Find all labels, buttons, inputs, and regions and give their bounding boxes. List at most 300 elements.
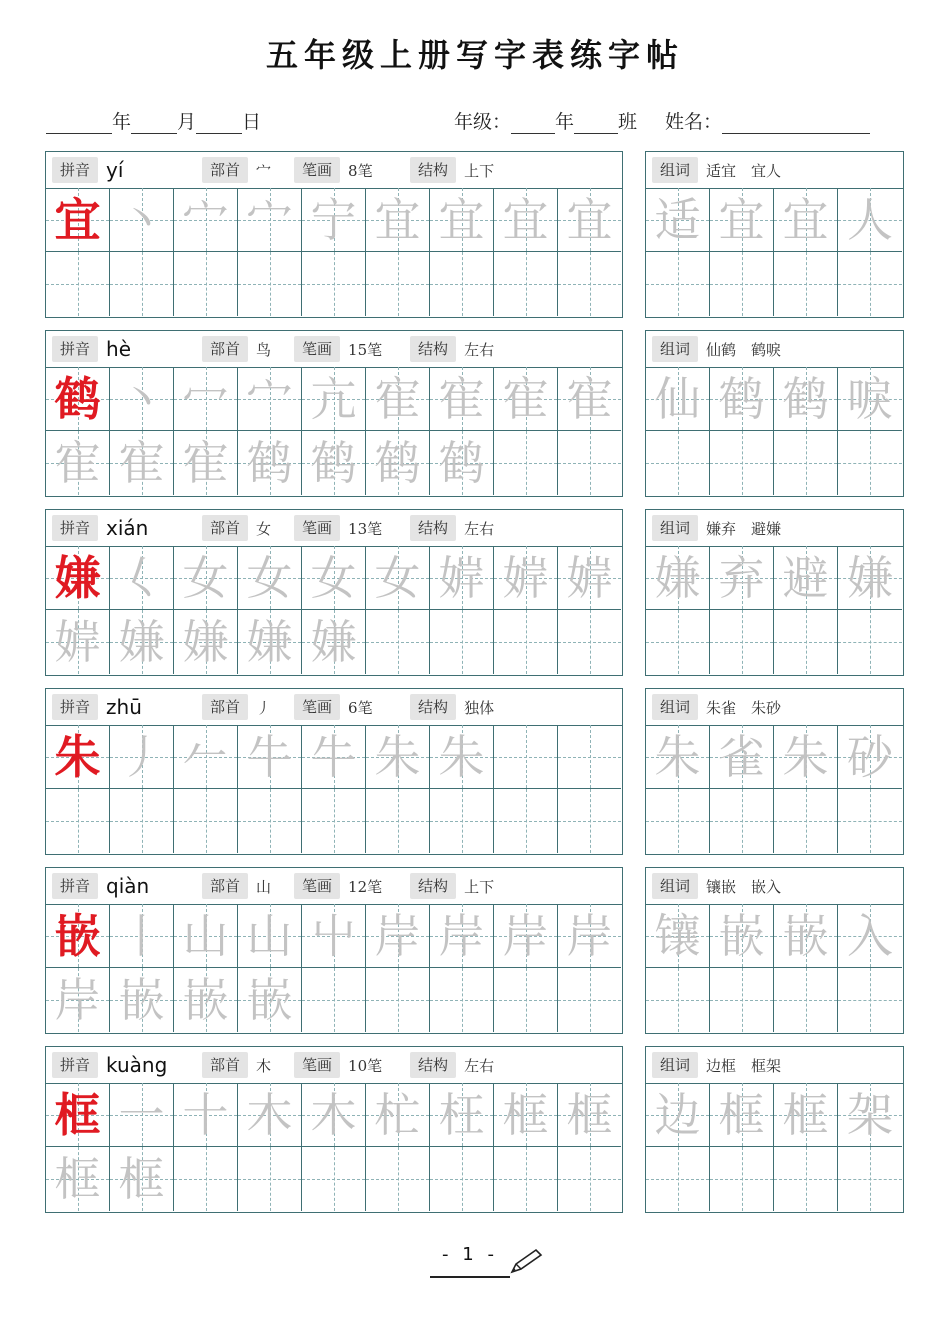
grid-cell[interactable] [366, 367, 430, 431]
stroke-step-character: 女 [374, 550, 421, 605]
word-grid-cell[interactable] [838, 1083, 902, 1147]
structure-value: 上下 [464, 877, 495, 896]
word-grid-cell[interactable] [774, 546, 838, 610]
grid-cell[interactable] [302, 610, 366, 674]
grid-cell[interactable] [302, 546, 366, 610]
grid-cell[interactable] [174, 1083, 238, 1147]
grid-cell[interactable] [430, 431, 494, 495]
grid-cell[interactable] [110, 431, 174, 495]
grid-cell[interactable] [302, 1147, 366, 1211]
grid-cell[interactable] [430, 252, 494, 316]
structure-tag: 结构 [410, 873, 456, 899]
grid-cell[interactable] [366, 968, 430, 1032]
grid-cell[interactable] [110, 367, 174, 431]
grid-cell[interactable] [558, 1083, 621, 1147]
month-label: 月 [177, 111, 197, 133]
stroke-step-character: 丨 [118, 908, 165, 963]
grid-cell[interactable] [174, 431, 238, 495]
grid-cell[interactable] [238, 252, 302, 316]
radical-value: 丿 [256, 698, 272, 717]
word-grid-cell[interactable] [774, 367, 838, 431]
grid-cell[interactable] [558, 904, 621, 968]
word-grid-cell[interactable] [710, 1147, 774, 1211]
grid-cell[interactable] [110, 188, 174, 252]
stroke-step-character: 嫌 [182, 615, 229, 669]
stroke-step-character: 寉 [182, 436, 229, 490]
grid-cell[interactable] [238, 610, 302, 674]
stroke-step-character: 嵌 [246, 973, 293, 1027]
word-grid-cell[interactable] [838, 188, 902, 252]
word-grid-cell[interactable] [774, 610, 838, 674]
radical-value: 山 [256, 877, 272, 896]
stroke-step-character: 寉 [438, 371, 485, 426]
radical-tag: 部首 [202, 1052, 248, 1078]
grid-cell[interactable] [110, 789, 174, 853]
word-grid-cell[interactable] [710, 1083, 774, 1147]
word-grid-cell[interactable] [710, 431, 774, 495]
grid-cell[interactable] [302, 1083, 366, 1147]
word-grid-cell[interactable] [646, 431, 710, 495]
stroke-step-character: 婩 [54, 615, 101, 669]
grid-cell[interactable] [558, 789, 621, 853]
stroke-step-character: 木 [310, 1087, 357, 1142]
grid-cell[interactable] [494, 904, 558, 968]
grid-cell[interactable] [558, 546, 621, 610]
grid-cell[interactable] [174, 1147, 238, 1211]
grid-cell[interactable] [110, 610, 174, 674]
strokes-tag: 笔画 [294, 1052, 340, 1078]
grid-cell[interactable] [46, 904, 110, 968]
stroke-step-character: 宀 [182, 192, 229, 247]
word-trace-character: 入 [847, 908, 893, 963]
stroke-step-character: 枉 [438, 1087, 485, 1142]
grid-cell[interactable] [558, 968, 621, 1032]
word-trace-character: 适 [654, 192, 701, 247]
stroke-step-character: 嵌 [182, 973, 229, 1027]
stroke-step-character: 框 [118, 1152, 165, 1206]
grid-cell[interactable] [238, 904, 302, 968]
grid-cell[interactable] [302, 904, 366, 968]
stroke-step-character: 岸 [502, 908, 549, 963]
grid-cell[interactable] [174, 610, 238, 674]
grid-cell[interactable] [302, 789, 366, 853]
month-blank[interactable] [131, 111, 177, 134]
grid-cell[interactable] [110, 252, 174, 316]
grid-cell[interactable] [46, 546, 110, 610]
word-grid-cell[interactable] [838, 725, 902, 789]
words-value: 镶嵌 嵌入 [706, 877, 782, 896]
grid-cell[interactable] [110, 1083, 174, 1147]
word-trace-character: 嫌 [847, 550, 893, 605]
word-grid-cell[interactable] [646, 188, 710, 252]
word-trace-character: 框 [718, 1087, 765, 1142]
word-grid-cell[interactable] [710, 725, 774, 789]
words-header [646, 868, 903, 905]
word-trace-character: 镶 [654, 908, 701, 963]
grid-cell[interactable] [494, 1147, 558, 1211]
word-grid-cell[interactable] [710, 968, 774, 1032]
word-grid-cell[interactable] [838, 1147, 902, 1211]
char-info-header [46, 331, 622, 368]
grid-cell[interactable] [302, 188, 366, 252]
grid-cell[interactable] [174, 789, 238, 853]
radical-tag: 部首 [202, 694, 248, 720]
strokes-value: 13笔 [348, 519, 383, 538]
stroke-step-character: 宀 [246, 192, 293, 247]
stroke-step-character: 岸 [374, 908, 421, 963]
word-trace-character: 架 [847, 1087, 893, 1142]
name-blank[interactable] [722, 111, 870, 134]
word-trace-character: 嵌 [782, 908, 829, 963]
practice-panel [45, 509, 623, 676]
page-title: 五年级上册写字表练字帖 [265, 36, 684, 74]
char-info-header [46, 152, 622, 189]
word-trace-character: 朱 [782, 729, 829, 784]
grid-cell[interactable] [494, 546, 558, 610]
grid-cell[interactable] [238, 431, 302, 495]
grade-label: 年级： [454, 111, 512, 133]
word-grid-cell[interactable] [646, 1147, 710, 1211]
words-panel [645, 867, 904, 1034]
grid-cell[interactable] [46, 367, 110, 431]
stroke-step-character: 牛 [246, 729, 293, 784]
stroke-step-character: 朱 [438, 729, 485, 784]
words-tag: 组词 [652, 515, 698, 541]
radical-tag: 部首 [202, 336, 248, 362]
grid-cell[interactable] [110, 725, 174, 789]
stroke-step-character: 框 [566, 1087, 613, 1142]
grid-cell[interactable] [366, 725, 430, 789]
grid-cell[interactable] [366, 188, 430, 252]
grid-cell[interactable] [238, 1147, 302, 1211]
stroke-step-character: 寉 [374, 371, 421, 426]
grid-cell[interactable] [366, 546, 430, 610]
grid-cell[interactable] [46, 725, 110, 789]
char-info-header [46, 689, 622, 726]
grid-cell[interactable] [110, 904, 174, 968]
grid-cell[interactable] [46, 789, 110, 853]
grade-blank[interactable] [511, 111, 555, 134]
grid-cell[interactable] [366, 789, 430, 853]
radical-value: 木 [256, 1056, 272, 1075]
structure-tag: 结构 [410, 157, 456, 183]
word-grid-cell[interactable] [838, 789, 902, 853]
stroke-step-character: 婩 [502, 550, 549, 605]
footer-underline [430, 1276, 510, 1278]
word-grid-cell[interactable] [646, 252, 710, 316]
grid-cell[interactable] [430, 968, 494, 1032]
pinyin-value: yí [106, 158, 124, 182]
word-grid-cell[interactable] [774, 904, 838, 968]
word-grid-cell[interactable] [838, 252, 902, 316]
radical-value: 宀 [256, 161, 272, 180]
words-tag: 组词 [652, 157, 698, 183]
word-grid-cell[interactable] [710, 252, 774, 316]
grid-cell[interactable] [46, 968, 110, 1032]
grid-cell[interactable] [46, 610, 110, 674]
grid-cell[interactable] [494, 968, 558, 1032]
stroke-step-character: 嫌 [310, 615, 357, 669]
grid-cell[interactable] [174, 725, 238, 789]
radical-tag: 部首 [202, 515, 248, 541]
word-grid-cell[interactable] [774, 1147, 838, 1211]
grid-cell[interactable] [494, 431, 558, 495]
words-panel [645, 1046, 904, 1213]
grid-cell[interactable] [238, 968, 302, 1032]
stroke-step-character: 宜 [502, 192, 549, 247]
grid-cell[interactable] [46, 1147, 110, 1211]
grid-cell[interactable] [174, 188, 238, 252]
word-grid-cell[interactable] [774, 968, 838, 1032]
word-trace-character: 雀 [718, 729, 765, 784]
grid-cell[interactable] [558, 252, 621, 316]
pinyin-value: zhū [106, 695, 142, 719]
words-header [646, 152, 903, 189]
grid-cell[interactable] [238, 367, 302, 431]
grid-cell[interactable] [558, 431, 621, 495]
grid-cell[interactable] [302, 725, 366, 789]
grid-cell[interactable] [366, 252, 430, 316]
stroke-step-character: 朱 [374, 729, 421, 784]
grid-cell[interactable] [558, 725, 621, 789]
structure-tag: 结构 [410, 694, 456, 720]
stroke-step-character: 鹤 [438, 436, 485, 490]
word-trace-character: 鹤 [782, 371, 829, 426]
grid-cell[interactable] [430, 1083, 494, 1147]
grid-cell[interactable] [238, 1083, 302, 1147]
grid-cell[interactable] [302, 431, 366, 495]
word-grid-cell[interactable] [838, 367, 902, 431]
words-value: 嫌弃 避嫌 [706, 519, 782, 538]
word-grid-cell[interactable] [646, 904, 710, 968]
stroke-step-character: 𠂉 [182, 729, 229, 784]
strokes-tag: 笔画 [294, 873, 340, 899]
radical-tag: 部首 [202, 157, 248, 183]
stroke-step-character: 丿 [118, 729, 165, 784]
grid-cell[interactable] [46, 188, 110, 252]
stroke-step-character: 鹤 [310, 436, 357, 490]
strokes-value: 6笔 [348, 698, 373, 717]
word-grid-cell[interactable] [710, 789, 774, 853]
grid-cell[interactable] [110, 968, 174, 1032]
pinyin-tag: 拼音 [52, 694, 98, 720]
words-tag: 组词 [652, 336, 698, 362]
word-grid-cell[interactable] [710, 904, 774, 968]
stroke-step-character: 𡿨 [118, 550, 165, 605]
stroke-step-character: 宜 [374, 192, 421, 247]
word-trace-character: 框 [782, 1087, 829, 1142]
grid-cell[interactable] [430, 188, 494, 252]
word-grid-cell[interactable] [646, 968, 710, 1032]
pinyin-tag: 拼音 [52, 1052, 98, 1078]
words-header [646, 510, 903, 547]
strokes-tag: 笔画 [294, 157, 340, 183]
words-value: 边框 框架 [706, 1056, 782, 1075]
grid-cell[interactable] [366, 904, 430, 968]
grid-cell[interactable] [430, 610, 494, 674]
word-trace-character: 朱 [654, 729, 701, 784]
grid-cell[interactable] [558, 188, 621, 252]
word-grid-cell[interactable] [774, 789, 838, 853]
grid-cell[interactable] [174, 904, 238, 968]
grid-cell[interactable] [366, 431, 430, 495]
grid-cell[interactable] [430, 789, 494, 853]
grid-cell[interactable] [430, 904, 494, 968]
stroke-step-character: 丶 [118, 192, 165, 247]
word-grid-cell[interactable] [646, 789, 710, 853]
model-character: 嵌 [54, 908, 101, 963]
strokes-value: 10笔 [348, 1056, 383, 1075]
grid-cell[interactable] [238, 188, 302, 252]
stroke-step-character: 杧 [374, 1087, 421, 1142]
stroke-step-character: 山 [182, 908, 229, 963]
structure-tag: 结构 [410, 1052, 456, 1078]
stroke-step-character: 鹤 [374, 436, 421, 490]
grid-cell[interactable] [558, 1147, 621, 1211]
model-character: 嫌 [54, 550, 101, 605]
grid-cell[interactable] [110, 1147, 174, 1211]
words-tag: 组词 [652, 873, 698, 899]
day-label: 日 [242, 111, 262, 133]
word-grid-cell[interactable] [710, 188, 774, 252]
structure-value: 左右 [464, 519, 495, 538]
structure-value: 上下 [464, 161, 495, 180]
grid-cell[interactable] [494, 1083, 558, 1147]
word-grid-cell[interactable] [774, 725, 838, 789]
grid-cell[interactable] [366, 1083, 430, 1147]
grid-cell[interactable] [430, 1147, 494, 1211]
radical-value: 鸟 [256, 340, 272, 359]
grid-cell[interactable] [302, 367, 366, 431]
word-grid-cell[interactable] [838, 968, 902, 1032]
word-grid-cell[interactable] [646, 725, 710, 789]
grid-cell[interactable] [558, 610, 621, 674]
stroke-step-character: 嵌 [118, 973, 165, 1027]
model-character: 框 [54, 1087, 101, 1142]
word-trace-character: 砂 [847, 729, 893, 784]
stroke-step-character: 十 [182, 1087, 229, 1142]
grid-cell[interactable] [494, 252, 558, 316]
stroke-step-character: 丶 [118, 371, 165, 426]
grid-cell[interactable] [174, 546, 238, 610]
grid-cell[interactable] [238, 789, 302, 853]
grid-cell[interactable] [46, 1083, 110, 1147]
word-grid-cell[interactable] [838, 610, 902, 674]
stroke-step-character: 嫌 [118, 615, 165, 669]
grid-cell[interactable] [494, 725, 558, 789]
stroke-step-character: 屮 [310, 908, 357, 963]
word-trace-character: 唳 [847, 371, 893, 426]
word-grid-cell[interactable] [774, 1083, 838, 1147]
pinyin-tag: 拼音 [52, 336, 98, 362]
stroke-step-character: 女 [246, 550, 293, 605]
grid-cell[interactable] [494, 188, 558, 252]
practice-panel [45, 688, 623, 855]
word-grid-cell[interactable] [646, 610, 710, 674]
stroke-step-character: 宜 [438, 192, 485, 247]
grid-cell[interactable] [174, 252, 238, 316]
word-grid-cell[interactable] [710, 610, 774, 674]
grid-cell[interactable] [302, 968, 366, 1032]
grid-cell[interactable] [494, 789, 558, 853]
year-blank[interactable] [46, 111, 112, 134]
words-panel [645, 688, 904, 855]
word-grid-cell[interactable] [710, 546, 774, 610]
stroke-step-character: 岸 [438, 908, 485, 963]
word-trace-character: 仙 [654, 371, 701, 426]
practice-panel [45, 1046, 623, 1213]
stroke-step-character: 宜 [566, 192, 613, 247]
word-trace-character: 嵌 [718, 908, 765, 963]
stroke-step-character: 女 [310, 550, 357, 605]
grid-cell[interactable] [494, 367, 558, 431]
word-grid-cell[interactable] [838, 904, 902, 968]
stroke-step-character: 鹤 [246, 436, 293, 490]
grid-cell[interactable] [238, 725, 302, 789]
grid-cell[interactable] [174, 968, 238, 1032]
day-blank[interactable] [196, 111, 242, 134]
grid-cell[interactable] [494, 610, 558, 674]
strokes-tag: 笔画 [294, 515, 340, 541]
structure-value: 左右 [464, 340, 495, 359]
word-trace-character: 嫌 [654, 550, 701, 605]
grid-cell[interactable] [238, 546, 302, 610]
grid-cell[interactable] [46, 431, 110, 495]
grid-cell[interactable] [430, 725, 494, 789]
words-tag: 组词 [652, 1052, 698, 1078]
words-value: 朱雀 朱砂 [706, 698, 782, 717]
pen-icon [508, 1248, 544, 1276]
word-grid-cell[interactable] [774, 431, 838, 495]
pinyin-tag: 拼音 [52, 157, 98, 183]
grid-cell[interactable] [110, 546, 174, 610]
grid-cell[interactable] [558, 367, 621, 431]
words-header [646, 1047, 903, 1084]
grid-cell[interactable] [46, 252, 110, 316]
pinyin-tag: 拼音 [52, 515, 98, 541]
word-grid-cell[interactable] [774, 252, 838, 316]
pinyin-value: xián [106, 516, 149, 540]
word-grid-cell[interactable] [774, 188, 838, 252]
strokes-tag: 笔画 [294, 694, 340, 720]
word-grid-cell[interactable] [710, 367, 774, 431]
grid-cell[interactable] [366, 1147, 430, 1211]
grid-cell[interactable] [430, 367, 494, 431]
student-row [454, 106, 870, 134]
word-trace-character: 宜 [782, 192, 829, 247]
words-panel [645, 330, 904, 497]
word-grid-cell[interactable] [838, 546, 902, 610]
model-character: 朱 [54, 729, 101, 784]
grid-cell[interactable] [302, 252, 366, 316]
stroke-step-character: 牛 [310, 729, 357, 784]
words-panel [645, 151, 904, 318]
words-panel [645, 509, 904, 676]
grid-cell[interactable] [174, 367, 238, 431]
class-blank[interactable] [574, 111, 618, 134]
strokes-tag: 笔画 [294, 336, 340, 362]
stroke-step-character: 寉 [566, 371, 613, 426]
word-grid-cell[interactable] [646, 367, 710, 431]
word-grid-cell[interactable] [646, 546, 710, 610]
word-grid-cell[interactable] [646, 1083, 710, 1147]
grid-cell[interactable] [430, 546, 494, 610]
practice-panel [45, 867, 623, 1034]
word-grid-cell[interactable] [838, 431, 902, 495]
char-info-header [46, 1047, 622, 1084]
grid-cell[interactable] [366, 610, 430, 674]
page-number: - 1 - [442, 1244, 498, 1265]
